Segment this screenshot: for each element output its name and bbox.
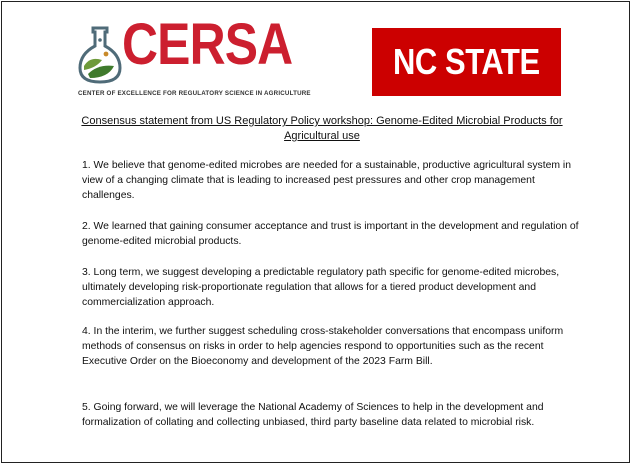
ncstate-logo: [372, 28, 561, 96]
statement-item-1: 1. We believe that genome-edited microbes are needed for a sustainable, productive agricultural system in view of a changing climate that is leading to increased pest pressures and other crop management challenges.: [82, 160, 572, 201]
cersa-wordmark: CERSA: [122, 12, 293, 77]
flask-icon: [76, 24, 124, 86]
document-title: Consensus statement from US Regulatory Policy workshop: Genome-Edited Microbial Products for Agricultural use: [81, 115, 563, 142]
statement-item-2: 2. We learned that gaining consumer acceptance and trust is important in the development and regulation of genome-edited microbial products.: [82, 221, 579, 247]
cersa-subtitle: CENTER OF EXCELLENCE FOR REGULATORY SCIENCE IN AGRICULTURE: [78, 90, 311, 97]
document-frame: [1, 1, 630, 463]
cersa-logo: [76, 12, 311, 102]
statement-item-4: 4. In the interim, we further suggest scheduling cross-stakeholder conversations that encompass uniform methods of consensus on risks in order to help agencies respond to opportunities such as the recent Executive Order on the Bioeconomy and development of the 2023 Farm Bill.: [82, 326, 564, 367]
statement-item-5: 5. Going forward, we will leverage the National Academy of Sciences to help in the development and formalization of collating and collecting unbiased, third party baseline data related to microbial risk.: [82, 402, 544, 428]
statement-item-3: 3. Long term, we suggest developing a predictable regulatory path specific for genome-edited microbes, ultimately developing risk-proportionate regulation that allows for a tiered product development and commercialization approach.: [82, 267, 560, 308]
ncstate-wordmark: NC STATE: [393, 41, 540, 82]
